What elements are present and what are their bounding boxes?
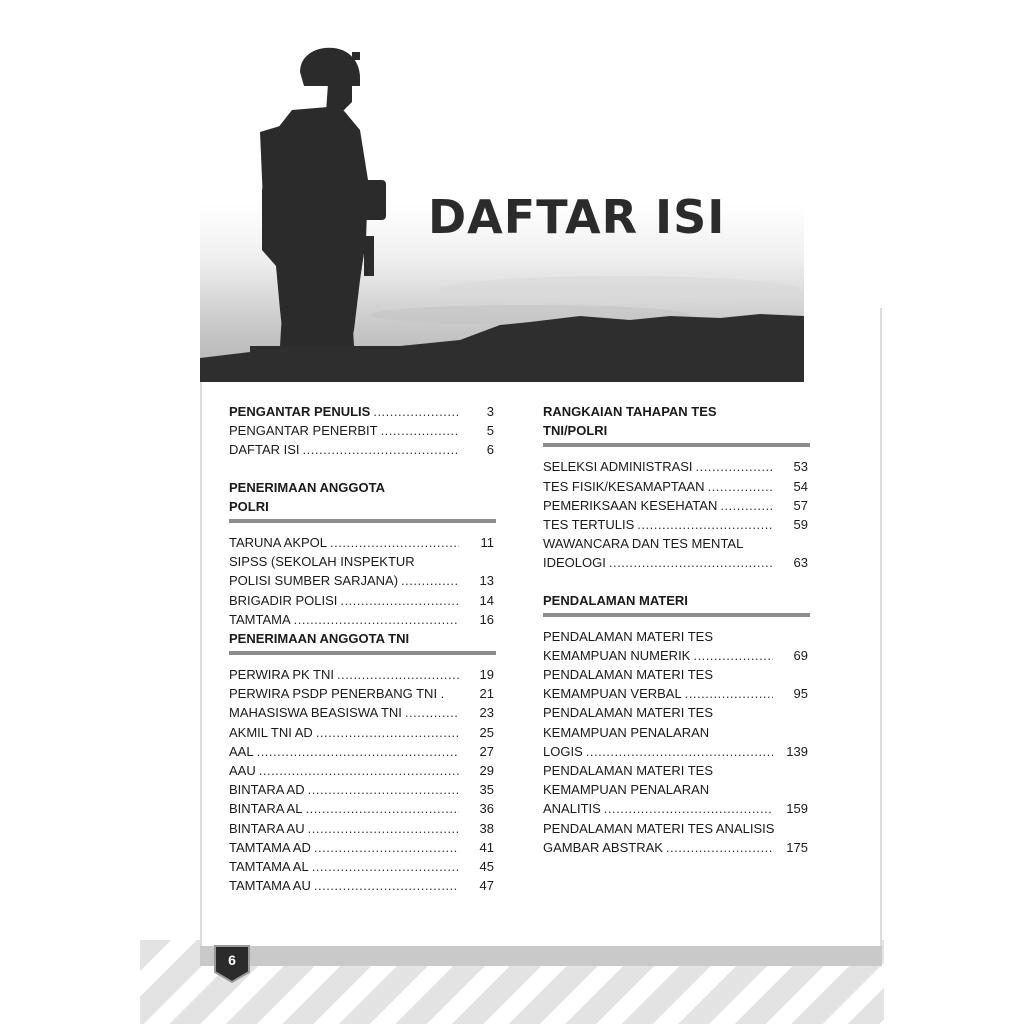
toc-entry-label: PENDALAMAN MATERI TES (543, 763, 713, 779)
toc-entry-label: AKMIL TNI AD (229, 724, 313, 740)
toc-entry-page: 139 (786, 743, 808, 759)
toc-entry-label: KEMAMPUAN VERBAL (543, 686, 682, 702)
toc-entry (229, 571, 497, 590)
toc-entry (229, 742, 497, 761)
dot-leader (685, 684, 773, 703)
dot-leader (316, 723, 459, 742)
toc-entry-label: WAWANCARA DAN TES MENTAL (543, 536, 744, 552)
toc-entry-page: 47 (479, 878, 494, 894)
toc-entry-page: 35 (479, 782, 494, 798)
dot-leader (609, 553, 773, 572)
toc-entry-label: PERWIRA PK TNI (229, 667, 334, 683)
dot-leader (312, 857, 459, 876)
toc-entry (229, 591, 497, 610)
toc-entry-label: AAU (229, 763, 256, 779)
toc-entry-label: PENDALAMAN MATERI TES (543, 628, 713, 644)
toc-entry-label: PENDALAMAN MATERI TES ANALISIS (543, 820, 775, 836)
toc-entry-page: 63 (793, 555, 808, 571)
dot-leader (708, 477, 773, 496)
toc-entry (229, 876, 497, 895)
dot-leader (330, 533, 459, 552)
toc-entry-label: BINTARA AD (229, 782, 305, 798)
toc-entry-label: SELEKSI ADMINISTRASI (543, 459, 693, 475)
toc-entry (543, 742, 811, 761)
toc-entry (543, 723, 811, 742)
toc-entry-page: 25 (479, 724, 494, 740)
toc-entry (543, 703, 811, 722)
toc-entry (229, 610, 497, 629)
toc-entry (543, 553, 811, 572)
dot-leader (303, 440, 459, 459)
toc-entry (543, 665, 811, 684)
dot-leader (666, 838, 773, 857)
toc-entry (543, 684, 811, 703)
toc-entry-label: MAHASISWA BEASISWA TNI (229, 705, 402, 721)
toc-entry-label: PENGANTAR PENULIS (229, 404, 371, 419)
toc-entry (229, 421, 497, 440)
toc-entry (229, 780, 497, 799)
page-number-badge (213, 944, 251, 984)
toc-entry-label: PENGANTAR PENERBIT (229, 423, 378, 439)
page-footer-bar (200, 946, 882, 966)
toc-entry (229, 665, 497, 684)
toc-entry (229, 761, 497, 780)
page-number: 6 (228, 952, 236, 968)
dot-leader (637, 515, 773, 534)
toc-entry-label: BINTARA AL (229, 801, 303, 817)
toc-entry (543, 780, 811, 799)
toc-entry (543, 457, 811, 476)
toc-entry (229, 857, 497, 876)
toc-entry-page: 5 (486, 423, 494, 439)
toc-entry-label: DAFTAR ISI (229, 442, 300, 458)
toc-entry (229, 799, 497, 818)
toc-entry-label: KEMAMPUAN NUMERIK (543, 647, 691, 663)
toc-entry-page: 3 (486, 404, 494, 419)
toc-entry-page: 14 (479, 592, 494, 608)
section-heading-line: RANGKAIAN TAHAPAN TES (543, 404, 717, 419)
toc-entry-page: 23 (479, 705, 494, 721)
toc-entry-label: IDEOLOGI (543, 555, 606, 571)
toc-entry (229, 703, 497, 722)
toc-entry-label: KEMAMPUAN PENALARAN (543, 782, 710, 798)
dot-leader (337, 665, 459, 684)
toc-entry-page: 36 (479, 801, 494, 817)
dot-leader (257, 742, 459, 761)
toc-entry (543, 761, 811, 780)
toc-entry-label: PEMERIKSAAN KESEHATAN (543, 497, 718, 513)
toc-entry-label: TAMTAMA AU (229, 878, 311, 894)
section-divider (229, 519, 496, 523)
toc-entry (229, 552, 497, 571)
toc-entry (543, 515, 811, 534)
toc-entry (543, 819, 811, 838)
toc-entry-label: AAL (229, 743, 254, 759)
toc-entry-page: 59 (793, 516, 808, 532)
dot-leader (373, 402, 459, 421)
toc-entry (543, 838, 811, 857)
toc-entry-page: 11 (480, 534, 494, 550)
toc-right-column (543, 402, 811, 857)
toc-entry (543, 627, 811, 646)
dot-leader (314, 876, 459, 895)
toc-entry-label: TES FISIK/KESAMAPTAAN (543, 478, 705, 494)
toc-entry-label: PENDALAMAN MATERI TES (543, 667, 713, 683)
toc-entry (543, 646, 811, 665)
toc-entry-label: TAMTAMA (229, 611, 291, 627)
dot-leader (340, 591, 459, 610)
toc-entry-label: BINTARA AU (229, 820, 305, 836)
toc-entry (229, 723, 497, 742)
toc-entry (543, 477, 811, 496)
toc-entry-page: 159 (786, 801, 808, 817)
toc-entry (229, 533, 497, 552)
toc-entry-page: 13 (479, 573, 494, 589)
toc-entry-page: 45 (479, 858, 494, 874)
section-heading-materi: PENDALAMAN MATERI (543, 592, 688, 608)
dot-leader (586, 742, 773, 761)
toc-entry-page: 69 (793, 647, 808, 663)
dot-leader (259, 761, 459, 780)
section-heading-polri (229, 478, 497, 516)
toc-entry-label: PENDALAMAN MATERI TES (543, 705, 713, 721)
toc-entry-label: GAMBAR ABSTRAK (543, 839, 663, 855)
toc-entry-label: SIPSS (SEKOLAH INSPEKTUR (229, 554, 415, 570)
toc-entry-label: POLISI SUMBER SARJANA) (229, 573, 399, 589)
section-divider (543, 443, 810, 447)
toc-entry-label: KEMAMPUAN PENALARAN (543, 724, 710, 740)
toc-entry-page: 175 (786, 839, 808, 855)
section-heading-line: TNI/POLRI (543, 423, 608, 439)
toc-entry (229, 402, 497, 421)
dot-leader (401, 571, 459, 590)
toc-entry (543, 496, 811, 515)
toc-left-column (229, 402, 497, 895)
toc-entry (543, 534, 811, 553)
toc-entry-page: 41 (479, 839, 494, 855)
section-heading-line: PENERIMAAN ANGGOTA (229, 479, 385, 495)
toc-entry-page: 54 (793, 478, 808, 494)
toc-entry-label: ANALITIS (543, 801, 601, 817)
dot-leader (314, 838, 459, 857)
toc-entry (229, 440, 497, 459)
toc-entry (229, 819, 497, 838)
toc-entry-label: BRIGADIR POLISI (229, 592, 338, 608)
toc-entry (543, 799, 811, 818)
section-divider (229, 651, 496, 655)
toc-entry-page: 6 (486, 442, 494, 458)
dot-leader (405, 703, 459, 722)
section-divider (543, 613, 810, 617)
toc-entry-page: 27 (479, 743, 494, 759)
dot-leader (305, 799, 459, 818)
toc-entry-page: 16 (479, 611, 494, 627)
toc-entry-label: PERWIRA PSDP PENERBANG TNI . (229, 686, 445, 702)
dot-leader (696, 457, 773, 476)
dot-leader (720, 496, 773, 515)
dot-leader (693, 646, 773, 665)
toc-entry (229, 684, 497, 703)
dot-leader (381, 421, 459, 440)
toc-entry-label: TARUNA AKPOL (229, 534, 328, 550)
dot-leader (308, 780, 459, 799)
toc-entry-page: 53 (793, 459, 808, 475)
toc-entry-label: TES TERTULIS (543, 516, 635, 532)
toc-entry-page: 21 (479, 686, 494, 702)
dot-leader (604, 799, 773, 818)
toc-entry-label: TAMTAMA AL (229, 858, 309, 874)
toc-entry-label: TAMTAMA AD (229, 839, 311, 855)
section-heading-tni: PENERIMAAN ANGGOTA TNI (229, 630, 410, 646)
page-title: DAFTAR ISI (428, 190, 726, 244)
toc-entry-page: 57 (793, 497, 808, 513)
section-heading-line: POLRI (229, 498, 269, 514)
dot-leader (294, 610, 459, 629)
toc-entry-page: 19 (479, 667, 494, 683)
toc-entry-label: LOGIS (543, 743, 583, 759)
section-heading-tahapan (543, 402, 811, 440)
toc-entry-page: 29 (479, 763, 494, 779)
dot-leader (308, 819, 459, 838)
toc-entry-page: 95 (793, 686, 808, 702)
toc-entry-page: 38 (479, 820, 494, 836)
toc-entry (229, 838, 497, 857)
